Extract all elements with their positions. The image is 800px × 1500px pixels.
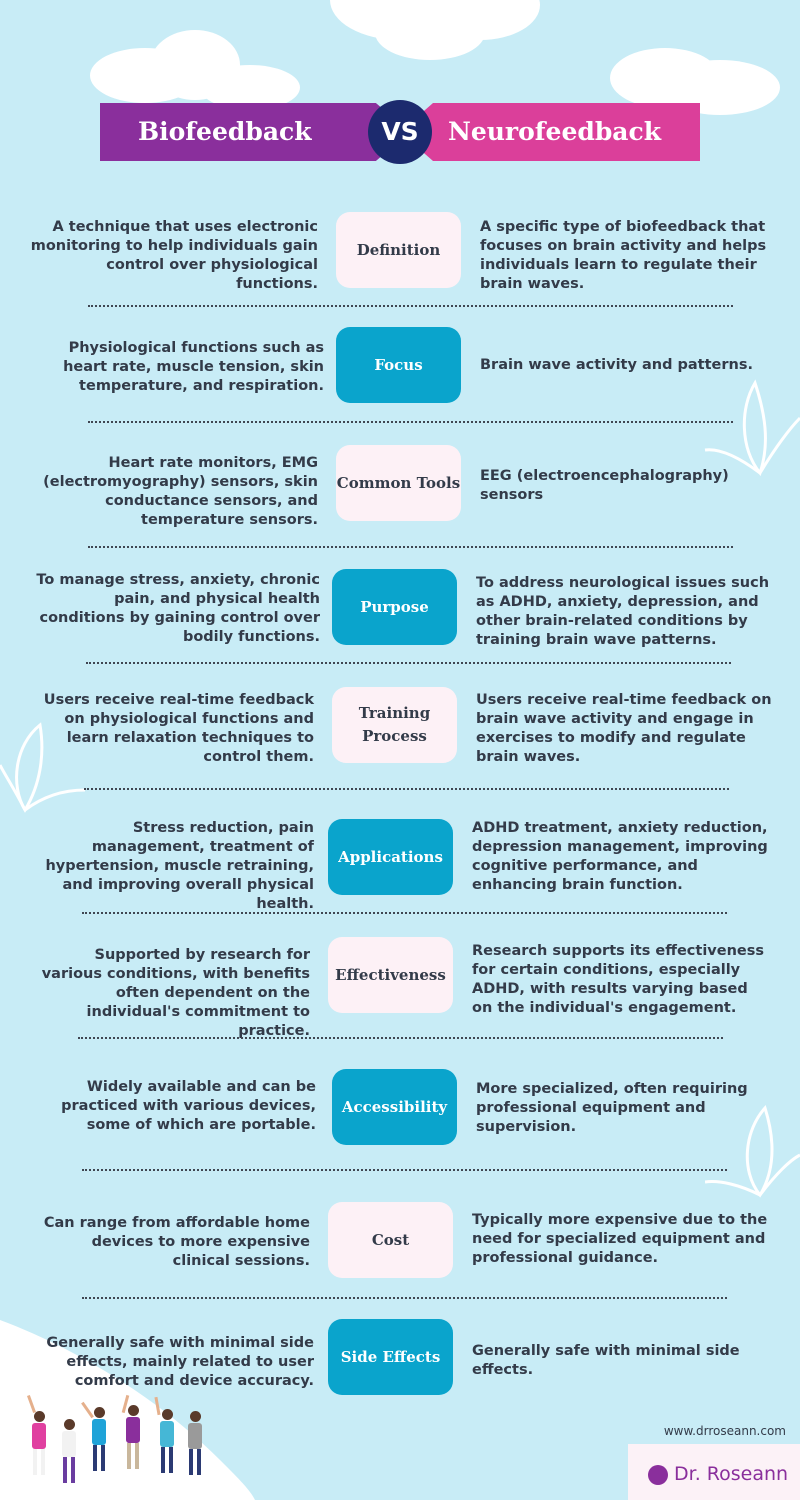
divider xyxy=(86,662,731,664)
biofeedback-accessibility: Widely available and can be practiced with various devices, some of which are portable. xyxy=(61,1079,316,1133)
divider xyxy=(88,421,733,423)
category-purpose: Purpose xyxy=(332,569,457,645)
biofeedback-focus: Physiological functions such as heart rate, muscle tension, skin temperature, and respiration. xyxy=(63,340,324,394)
leaf-decoration xyxy=(700,378,800,478)
neurofeedback-purpose: To address neurological issues such as ADHD, anxiety, depression, and other brain-related conditions by training brain wave patterns. xyxy=(476,575,770,648)
biofeedback-common-tools: Heart rate monitors, EMG (electromyography) sensors, skin conductance sensors, and temperature sensors. xyxy=(43,455,318,528)
category-definition: Definition xyxy=(336,212,461,288)
category-side-effects: Side Effects xyxy=(328,1319,453,1395)
category-accessibility: Accessibility xyxy=(332,1069,457,1145)
divider xyxy=(82,912,727,914)
biofeedback-purpose: To manage stress, anxiety, chronic pain, and physical health conditions by gaining control over bodily functions. xyxy=(36,572,320,645)
divider xyxy=(82,1169,727,1171)
neurofeedback-training-process: Users receive real-time feedback on brain wave activity and engage in exercises to modify and regulate brain waves. xyxy=(476,692,772,765)
website-url[interactable]: www.drroseann.com xyxy=(663,1424,786,1438)
biofeedback-training-process: Users receive real-time feedback on physiological functions and learn relaxation techniques to control them. xyxy=(43,692,314,765)
biofeedback-title: Biofeedback xyxy=(138,117,312,146)
neurofeedback-accessibility: More specialized, often requiring professional equipment and supervision. xyxy=(476,1081,748,1135)
cloud-decoration xyxy=(375,5,485,60)
people-illustration xyxy=(20,1395,220,1495)
category-common-tools: Common Tools xyxy=(336,445,461,521)
divider xyxy=(84,788,729,790)
category-focus: Focus xyxy=(336,327,461,403)
divider xyxy=(82,1297,727,1299)
neurofeedback-side-effects: Generally safe with minimal side effects. xyxy=(472,1343,740,1378)
neurofeedback-definition: A specific type of biofeedback that focuses on brain activity and helps individuals learn to regulate their brain waves. xyxy=(480,219,767,292)
vs-badge: VS xyxy=(368,100,432,164)
divider xyxy=(78,1037,723,1039)
divider xyxy=(88,546,733,548)
neurofeedback-effectiveness: Research supports its effectiveness for certain conditions, especially ADHD, with results varying based on the individual's engagement. xyxy=(472,943,764,1016)
biofeedback-effectiveness: Supported by research for various conditions, with benefits often dependent on the individual's commitment to practice. xyxy=(41,947,310,1039)
biofeedback-side-effects: Generally safe with minimal side effects, mainly related to user comfort and device accuracy. xyxy=(46,1335,314,1389)
neurofeedback-applications: ADHD treatment, anxiety reduction, depression management, improving cognitive performance, and enhancing brain function. xyxy=(472,820,768,893)
neurofeedback-cost: Typically more expensive due to the need for specialized equipment and professional guidance. xyxy=(472,1212,768,1266)
biofeedback-applications: Stress reduction, pain management, treatment of hypertension, muscle retraining, and improving overall physical health. xyxy=(45,820,314,912)
category-applications: Applications xyxy=(328,819,453,895)
neurofeedback-common-tools: EEG (electroencephalography) sensors xyxy=(480,468,729,503)
category-effectiveness: Effectiveness xyxy=(328,937,453,1013)
biofeedback-cost: Can range from affordable home devices to more expensive clinical sessions. xyxy=(43,1215,310,1269)
neurofeedback-focus: Brain wave activity and patterns. xyxy=(480,357,753,373)
neurofeedback-title: Neurofeedback xyxy=(448,117,662,146)
divider xyxy=(88,305,733,307)
logo-text: Dr. Roseann xyxy=(674,1463,789,1485)
category-training-process: Training Process xyxy=(332,687,457,763)
biofeedback-definition: A technique that uses electronic monitoring to help individuals gain control over physiological functions. xyxy=(30,219,318,292)
category-cost: Cost xyxy=(328,1202,453,1278)
header-banner xyxy=(100,103,700,163)
speech-bubble-icon xyxy=(648,1465,668,1485)
